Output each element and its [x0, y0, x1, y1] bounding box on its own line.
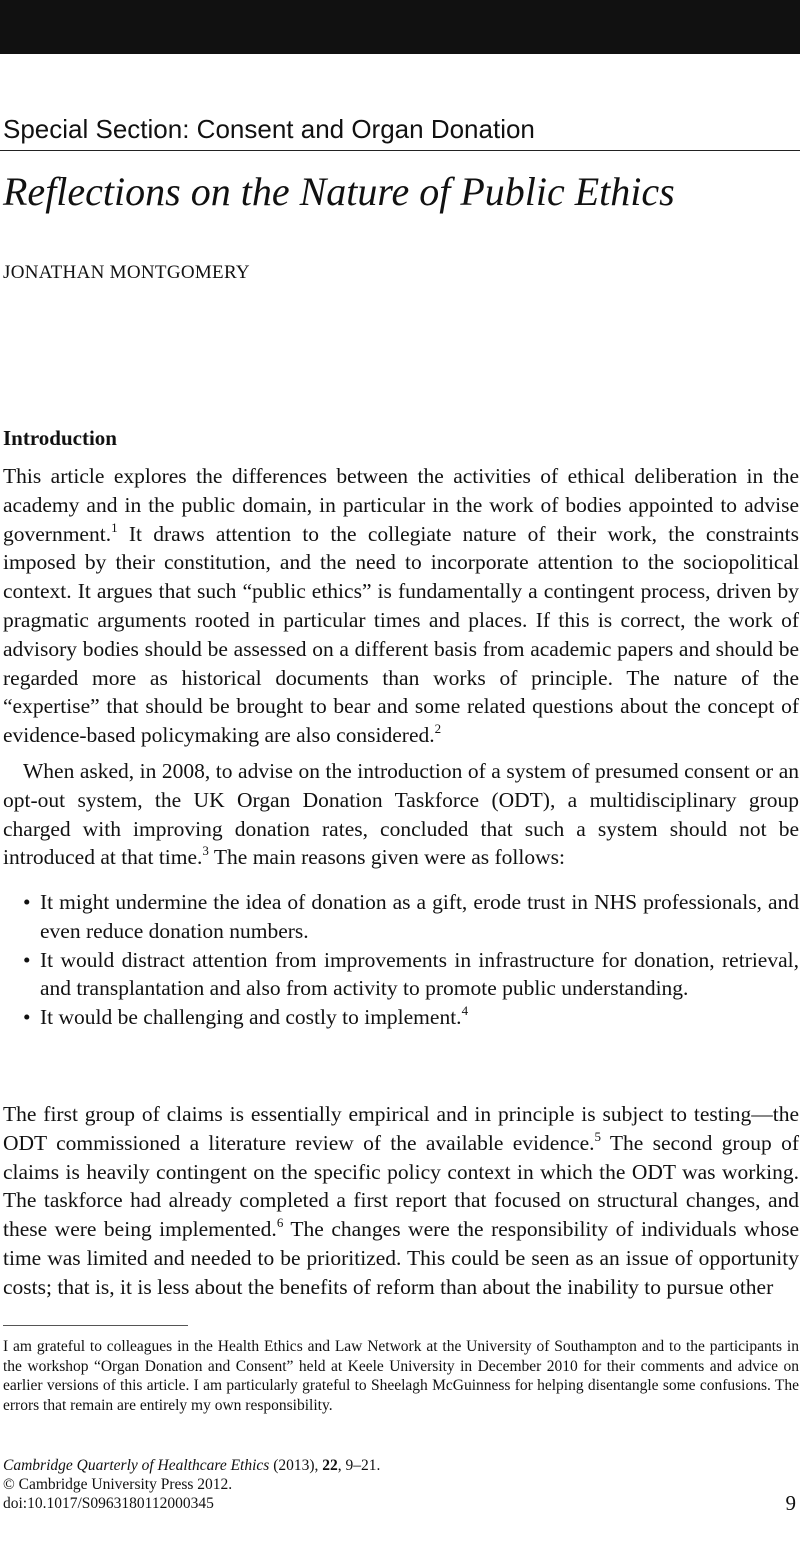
acknowledgement-footnote: I am grateful to colleagues in the Health Ethics and Law Network at the University of Southampton and to the participants in the workshop “Organ Donation and Consent” held at Keele University in December 2010 for their comments and advice on earlier versions of this article. I am particularly grateful to Sheelagh McGuinness for helping disentangle some confusions. The errors that remain are entirely my own responsibility.: [3, 1338, 799, 1414]
bullet-icon: •: [23, 947, 31, 972]
footnote-ref-2[interactable]: 2: [434, 721, 442, 737]
footnote-divider: [3, 1325, 188, 1326]
paragraph-1: This article explores the differences between the activities of ethical deliberation in the academy and in the public domain, in particular in the work of bodies appointed to advise government.$^1$ It draws attention to the collegiate nature of their work, the constraints imposed by their constitution, and the need to incorporate attention to the sociopolitical context. It argues that such “public ethics” is fundamentally a contingent process, driven by pragmatic arguments rooted in particular times and places. If this is correct, the work of advisory bodies should be assessed on a different basis from academic papers and should be regarded more as historical documents than works of principle. The nature of the “expertise” that should be brought to bear and some related questions about the concept of evidence-based policymaking are also considered.$^2$: [3, 464, 799, 748]
citation-block: [3, 1456, 703, 1513]
author-name: JONATHAN MONTGOMERY: [3, 262, 250, 283]
paragraph-2: When asked, in 2008, to advise on the introduction of a system of presumed consent or an opt-out system, the UK Organ Donation Taskforce (ODT), a multidisciplinary group charged with improving donation rates, concluded that such a system should not be introduced at that time.$^3$ The main reasons given were as follows:: [3, 759, 799, 870]
article-title: Reflections on the Nature of Public Ethics: [3, 169, 675, 214]
volume-number: 22: [322, 1457, 338, 1474]
doi-link[interactable]: doi:10.1017/S0963180112000345: [3, 1495, 214, 1512]
paragraph-3: The first group of claims is essentially empirical and in principle is subject to testing—the ODT commissioned a literature review of the available evidence.$^5$ The second group of claims is heavily contingent on the specific policy context in which the ODT was working. The taskforce had already completed a first report that focused on structural changes, and these were being implemented.$^6$ The changes were the responsibility of individuals whose time was limited and needed to be prioritized. This could be seen as an issue of opportunity costs; that is, it is less about the benefits of reform than about the inability to pursue other: [3, 1102, 799, 1299]
list-item: • It would distract attention from improvements in infrastructure for donation, retrieval, and transplantation and also from activity to promote public understanding.: [23, 947, 799, 1001]
footnote-ref-1[interactable]: 1: [111, 519, 118, 535]
section-heading-introduction: Introduction: [3, 426, 117, 450]
top-banner: [0, 0, 800, 54]
page-number: 9: [785, 1491, 796, 1515]
list-item: • It might undermine the idea of donation as a gift, erode trust in NHS professionals, and even reduce donation numbers.: [23, 890, 799, 943]
footnote-ref-4[interactable]: 4: [461, 1003, 469, 1019]
list-item: • It would be challenging and costly to implement.$^4$: [3, 1003, 799, 1032]
section-label: Special Section: Consent and Organ Donation: [3, 114, 535, 144]
footnote-ref-3[interactable]: 3: [202, 843, 209, 859]
footnote-ref-6[interactable]: 6: [276, 1215, 284, 1231]
journal-name: Cambridge Quarterly of Healthcare Ethics: [3, 1457, 270, 1474]
footnote-ref-5[interactable]: 5: [594, 1128, 602, 1144]
citation-journal-line: Cambridge Quarterly of Healthcare Ethics (2013), 22, 9–21.: [3, 1457, 381, 1474]
copyright-line: © Cambridge University Press 2012.: [3, 1476, 233, 1493]
bullet-icon: •: [23, 1005, 31, 1030]
bullet-icon: •: [23, 890, 31, 914]
section-divider: [0, 150, 800, 151]
reasons-list: [3, 888, 799, 1032]
